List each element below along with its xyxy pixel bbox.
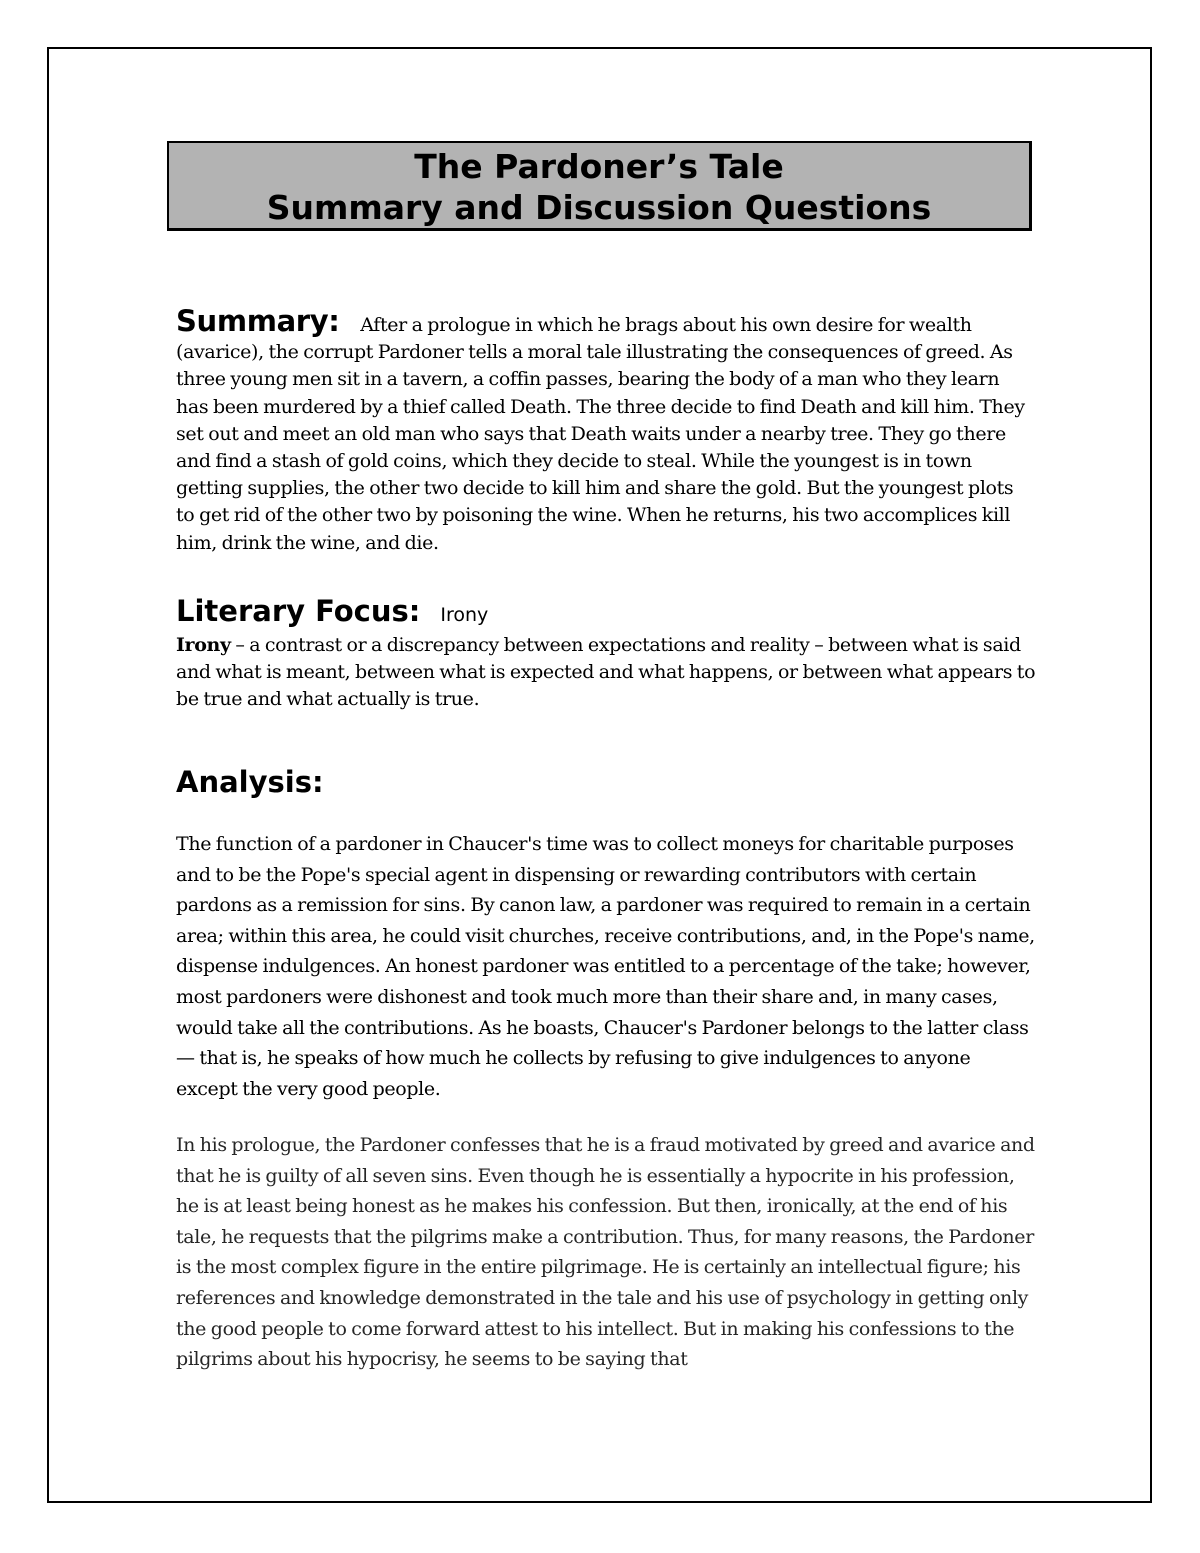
summary-text: After a prologue in which he brags about his own desire for wealth (avarice), the corrupt Pardoner tells a moral tale illustrating the consequences of greed. As three young men sit in a tavern, a coffin passes, bearing the body of a man who they learn has been murdered by a thief called Death. The three decide to find Death and kill him. They set out and meet an old man who says that Death waits under a nearby tree. They go there and find a stash of gold coins, which they decide to steal. While the youngest is in town getting supplies, the other two decide to kill him and share the gold. But the youngest plots to get rid of the other two by poisoning the wine. When he returns, his two accomplices kill him, drink the wine, and die. <box>176 314 1025 554</box>
title-box <box>167 141 1032 231</box>
literary-focus-topic: Irony <box>440 604 489 626</box>
summary-section <box>176 304 1036 557</box>
summary-heading: Summary: <box>176 304 340 338</box>
irony-definition-text: – a contrast or a discrepancy between expectations and reality – between what is said and what is meant, between what is expected and what happens, or between what appears to be true and what actually is true. <box>176 634 1036 710</box>
page-title: The Pardoner’s Tale <box>414 147 784 186</box>
analysis-paragraph-1: The function of a pardoner in Chaucer's time was to collect moneys for charitable purposes and to be the Pope's special agent in dispensing or rewarding contributors with certain pardons as a remission for sins. By canon law, a pardoner was required to remain in a certain area; within this area, he could visit churches, receive contributions, and, in the Pope's name, dispense indulgences. An honest pardoner was entitled to a percentage of the take; however, most pardoners were dishonest and took much more than their share and, in many cases, would take all the contributions. As he boasts, Chaucer's Pardoner belongs to the latter class — that is, he speaks of how much he collects by refusing to give indulgences to anyone except the very good people. <box>176 833 1035 1100</box>
irony-term: Irony <box>176 634 231 656</box>
irony-definition <box>176 632 1036 713</box>
page-subtitle: Summary and Discussion Questions <box>266 188 932 227</box>
literary-focus-section <box>176 594 1036 713</box>
analysis-paragraph-2: In his prologue, the Pardoner confesses that he is a fraud motivated by greed and avarice and that he is guilty of all seven sins. Even though he is essentially a hypocrite in his profession, he is at least being honest as he makes his confession. But then, ironically, at the end of his tale, he requests that the pilgrims make a contribution. Thus, for many reasons, the Pardoner is the most complex figure in the entire pilgrimage. He is certainly an intellectual figure; his references and knowledge demonstrated in the tale and his use of psychology in getting only the good people to come forward attest to his intellect. But in making his confessions to the pilgrims about his hypocrisy, he seems to be saying that <box>176 1134 1035 1371</box>
analysis-heading: Analysis: <box>176 765 324 799</box>
literary-focus-heading: Literary Focus: <box>176 594 421 628</box>
